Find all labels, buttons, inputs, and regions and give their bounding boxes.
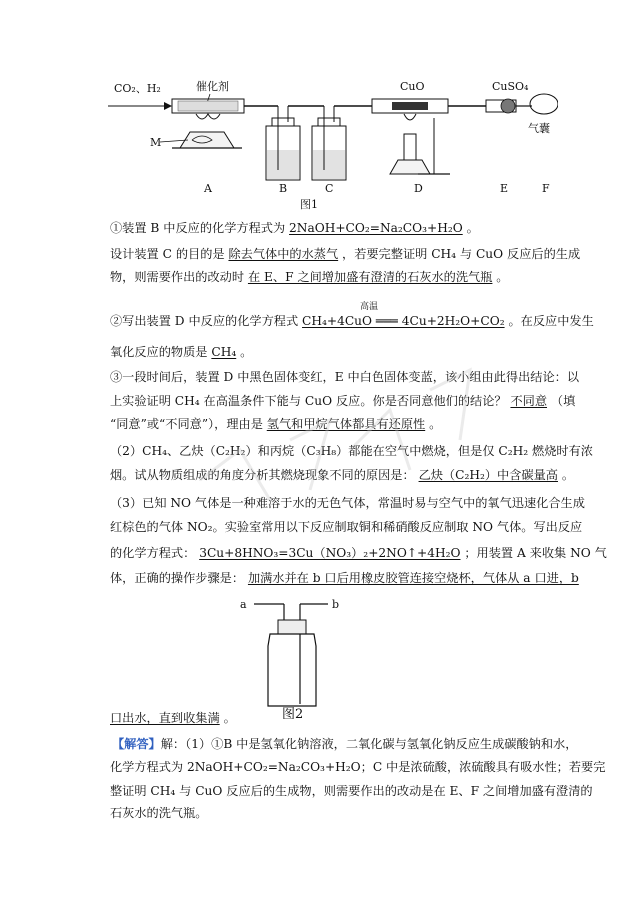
text-line: 石灰水的洗气瓶。 (110, 806, 208, 820)
text-line: 物，则需要作出的改动时 在 E、F 之间增加盛有澄清的石灰水的洗气瓶 。 (110, 270, 509, 284)
apparatus-diagram (108, 70, 558, 210)
port-b-label: b (332, 598, 340, 611)
port-a-label: a (240, 598, 247, 611)
text-line: 口出水，直到收集满 。 (110, 711, 236, 725)
text-line: 氧化反应的物质是 CH₄ 。 (110, 345, 253, 359)
cuo-label: CuO (400, 80, 425, 93)
letter-f: F (542, 182, 550, 195)
m-label: M (150, 136, 162, 149)
text-line: ②写出装置 D 中反应的化学方程式 CH₄+4CuO ═══ 4Cu+2H₂O+CO₂ 。在反应中发生 (110, 314, 594, 328)
reaction-condition: 高温 (360, 302, 379, 312)
gas-inlet-label: CO₂、H₂ (114, 82, 161, 95)
catalyst-label: 催化剂 (196, 80, 229, 93)
text-line: 红棕色的气体 NO₂。实验室常用以下反应制取铜和稀硝酸反应制取 NO 气体。写出反应 (110, 520, 583, 534)
cuso4-label: CuSO₄ (492, 80, 529, 93)
letter-a: A (204, 182, 212, 195)
letter-c: C (325, 182, 334, 195)
text-line: ①装置 B 中反应的化学方程式为 2NaOH+CO₂=Na₂CO₃+H₂O 。 (110, 221, 479, 235)
gas-bottle-figure-2 (232, 594, 352, 719)
letter-b: B (279, 182, 288, 195)
text-line: “同意”或“不同意”），理由是 氢气和甲烷气体都具有还原性 。 (110, 417, 442, 431)
letter-e: E (500, 182, 509, 195)
answer-tag: 【解答】 (112, 737, 161, 751)
text-line: （2）CH₄、乙炔（C₂H₂）和丙烷（C₃H₈）都能在空气中燃烧，但是仅 C₂H₂ 燃烧时有浓 (110, 444, 593, 458)
text-line: 设计装置 C 的目的是 除去气体中的水蒸气 ，若要完整证明 CH₄ 与 CuO 反应后的生成 (110, 247, 581, 261)
gas-bottle-diagram (232, 594, 352, 719)
text-line: 上实验证明 CH₄ 在高温条件下能与 CuO 反应。你是否同意他们的结论？ 不同意 （填 (110, 394, 576, 408)
text-line: （3）已知 NO 气体是一种难溶于水的无色气体，常温时易与空气中的氧气迅速化合生成 (110, 496, 585, 510)
apparatus-figure-1 (108, 70, 558, 210)
figure1-caption: 图1 (300, 198, 318, 210)
text-line: 体，正确的操作步骤是： 加满水并在 b 口后用橡皮胶管连接空烧杯，气体从 a 口进，b (110, 571, 579, 585)
text-line: 烟。试从物质组成的角度分析其燃烧现象不同的原因是： 乙炔（C₂H₂）中含碳量高 。 (110, 468, 575, 482)
text-line: 的化学方程式： 3Cu+8HNO₃=3Cu（NO₃）₂+2NO↑+4H₂O ；用装置 A 来收集 NO 气 (110, 546, 607, 560)
answer-line: 【解答】解：（1）①B 中是氢氧化钠溶液，二氧化碳与氢氧化钠反应生成碳酸钠和水， (112, 737, 578, 751)
balloon-label: 气囊 (528, 122, 550, 135)
text-line: 整证明 CH₄ 与 CuO 反应后的生成物，则需要作出的改动是在 E、F 之间增加盛有澄清的 (110, 784, 593, 798)
watermark (160, 330, 520, 550)
text-line: 化学方程式为 2NaOH+CO₂=Na₂CO₃+H₂O；C 中是浓硫酸，浓硫酸具有吸水性；若要完 (110, 760, 606, 774)
figure2-caption: 图2 (282, 707, 304, 719)
text-line: ③一段时间后，装置 D 中黑色固体变红，E 中白色固体变蓝，该小组由此得出结论：以 (110, 370, 580, 384)
letter-d: D (414, 182, 423, 195)
